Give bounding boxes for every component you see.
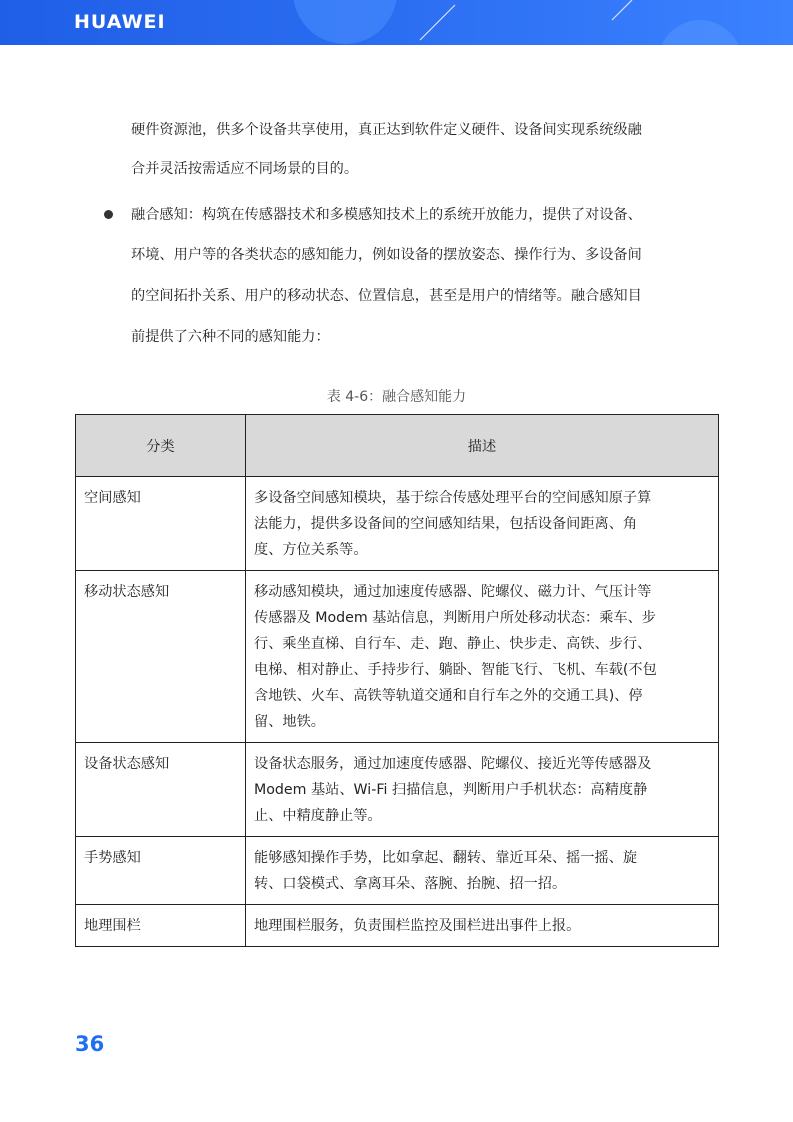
bullet-icon bbox=[104, 210, 113, 219]
paragraph-line: 硬件资源池，供多个设备共享使用，真正达到软件定义硬件、设备间实现系统级融 bbox=[131, 122, 642, 138]
description-line: 移动感知模块，通过加速度传感器、陀螺仪、磁力计、气压计等 bbox=[254, 584, 652, 600]
description-line: 转、口袋模式、拿离耳朵、落腕、抬腕、招一招。 bbox=[254, 876, 567, 892]
page-header bbox=[0, 0, 793, 45]
bullet-line: 融合感知：构筑在传感器技术和多模感知技术上的系统开放能力，提供了对设备、 bbox=[131, 207, 642, 223]
description-line: 度、方位关系等。 bbox=[254, 542, 368, 558]
cell-category: 设备状态感知 bbox=[76, 743, 246, 837]
bullet-line: 前提供了六种不同的感知能力： bbox=[131, 329, 330, 345]
table-row bbox=[76, 837, 719, 905]
cell-description bbox=[246, 477, 719, 571]
header-description: 描述 bbox=[246, 415, 719, 477]
table-row bbox=[76, 743, 719, 837]
cell-description bbox=[246, 571, 719, 743]
sensing-ability-table bbox=[75, 414, 719, 947]
description-line: 设备状态服务，通过加速度传感器、陀螺仪、接近光等传感器及 bbox=[254, 756, 652, 772]
description-line: 含地铁、火车、高铁等轨道交通和自行车之外的交通工具)、停 bbox=[254, 688, 643, 704]
table-row bbox=[76, 905, 719, 947]
description-line: 止、中精度静止等。 bbox=[254, 808, 382, 824]
description-line: 法能力，提供多设备间的空间感知结果，包括设备间距离、角 bbox=[254, 516, 638, 532]
cell-category: 手势感知 bbox=[76, 837, 246, 905]
cell-description bbox=[246, 743, 719, 837]
table-row bbox=[76, 571, 719, 743]
paragraph-line: 合并灵活按需适应不同场景的目的。 bbox=[131, 161, 359, 177]
huawei-logo: HUAWEI bbox=[74, 11, 166, 33]
header-category: 分类 bbox=[76, 415, 246, 477]
description-line: 电梯、相对静止、手持步行、躺卧、智能飞行、飞机、车载(不包 bbox=[254, 662, 657, 678]
description-line: 多设备空间感知模块，基于综合传感处理平台的空间感知原子算 bbox=[254, 490, 652, 506]
description-line: 行、乘坐直梯、自行车、走、跑、静止、快步走、高铁、步行、 bbox=[254, 636, 652, 652]
page-number: 36 bbox=[75, 1032, 105, 1056]
bullet-line: 环境、用户等的各类状态的感知能力，例如设备的摆放姿态、操作行为、多设备间 bbox=[131, 247, 642, 263]
cell-category: 移动状态感知 bbox=[76, 571, 246, 743]
bullet-line: 的空间拓扑关系、用户的移动状态、位置信息，甚至是用户的情绪等。融合感知目 bbox=[131, 288, 642, 304]
cell-description bbox=[246, 905, 719, 947]
description-line: 地理围栏服务，负责围栏监控及围栏进出事件上报。 bbox=[254, 918, 581, 934]
description-line: 留、地铁。 bbox=[254, 714, 325, 730]
table-caption: 表 4-6：融合感知能力 bbox=[326, 389, 467, 405]
cell-category: 地理围栏 bbox=[76, 905, 246, 947]
description-line: 能够感知操作手势，比如拿起、翻转、靠近耳朵、摇一摇、旋 bbox=[254, 850, 638, 866]
description-line: 传感器及 Modem 基站信息，判断用户所处移动状态：乘车、步 bbox=[254, 610, 656, 626]
table-row bbox=[76, 477, 719, 571]
table-header-row bbox=[76, 415, 719, 477]
cell-description bbox=[246, 837, 719, 905]
description-line: Modem 基站、Wi-Fi 扫描信息，判断用户手机状态：高精度静 bbox=[254, 782, 648, 798]
cell-category: 空间感知 bbox=[76, 477, 246, 571]
